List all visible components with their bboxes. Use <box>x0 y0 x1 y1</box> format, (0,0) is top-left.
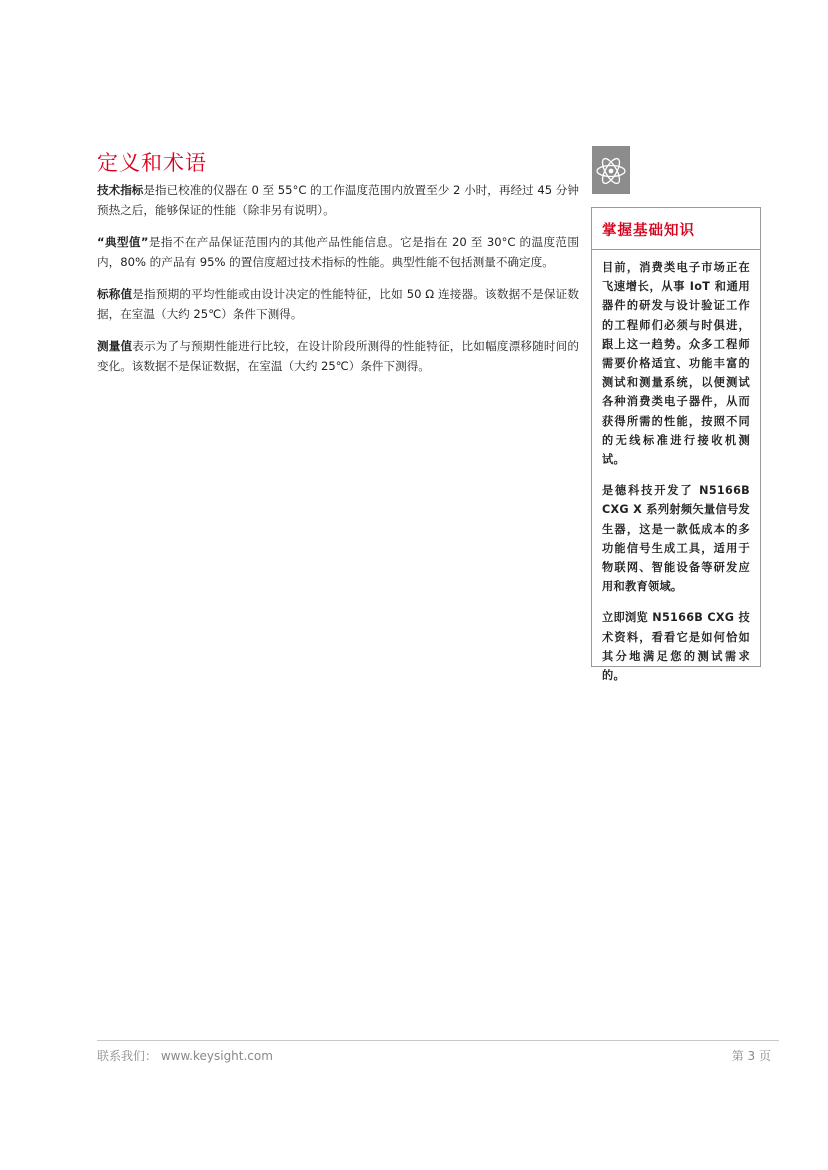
sidebar-box <box>591 207 761 683</box>
term-label: “典型值” <box>97 235 149 249</box>
footer-divider <box>97 1040 779 1041</box>
atom-icon <box>592 146 630 194</box>
term-label: 测量值 <box>97 339 133 353</box>
sidebar-paragraph: 是德科技开发了 N5166B CXG X 系列射频矢量信号发生器，这是一款低成本的多功能信号生成工具，适用于物联网、智能设备等研发应用和教育领域。 <box>602 484 750 594</box>
page-number: 第 3 页 <box>731 1049 771 1063</box>
footer-contact-link[interactable]: 联系我们： www.keysight.com <box>97 1049 273 1063</box>
term-text: 是指预期的平均性能或由设计决定的性能特征，比如 50 Ω 连接器。该数据不是保证数据，在室温（大约 25℃）条件下测得。 <box>97 287 579 321</box>
definition-specification <box>97 181 579 220</box>
definition-nominal <box>97 285 579 324</box>
term-text: 表示为了与预期性能进行比较，在设计阶段所测得的性能特征，比如幅度漂移随时间的变化。该数据不是保证数据，在室温（大约 25℃）条件下测得。 <box>97 339 579 373</box>
definition-typical <box>97 233 579 272</box>
sidebar-paragraph: 目前，消费类电子市场正在飞速增长，从事 IoT 和通用器件的研发与设计验证工作的工程师们必须与时俱进，跟上这一趋势。众多工程师需要价格适宜、功能丰富的测试和测量系统，以便测试各种消费类电子器件，从而获得所需的性能，按照不同的无线标准进行接收机测试。 <box>602 261 750 467</box>
term-text: 是指不在产品保证范围内的其他产品性能信息。它是指在 20 至 30°C 的温度范围内，80% 的产品有 95% 的置信度超过技术指标的性能。典型性能不包括测量不确定度。 <box>97 235 579 269</box>
sidebar-divider <box>592 249 760 250</box>
section-title: 定义和术语 <box>97 151 207 175</box>
sidebar-title: 掌握基础知识 <box>602 223 695 239</box>
definitions-list <box>97 181 579 389</box>
term-text: 是指已校准的仪器在 0 至 55°C 的工作温度范围内放置至少 2 小时，再经过 45 分钟预热之后，能够保证的性能（除非另有说明）。 <box>97 183 579 217</box>
sidebar-paragraph: 立即浏览 N5166B CXG 技术资料，看看它是如何恰如其分地满足您的测试需求的。 <box>602 611 750 683</box>
term-label: 技术指标 <box>97 183 144 197</box>
term-label: 标称值 <box>97 287 133 301</box>
definition-measured <box>97 337 579 376</box>
